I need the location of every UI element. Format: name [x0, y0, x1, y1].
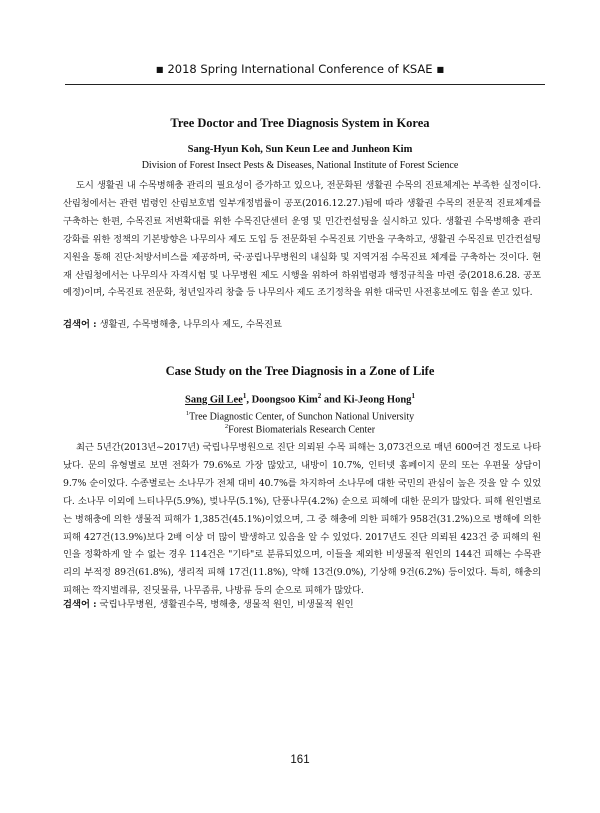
article1-keywords	[63, 318, 541, 332]
author-name: Ki-Jeong Hong	[343, 394, 412, 406]
article2-authors: Sang Gil Lee$^1$, Doongsoo Kim$^2$ and Ki-Jeong Hong$^1$	[185, 392, 415, 406]
affiliation-marker: 1	[411, 392, 415, 400]
conference-name: 2018 Spring International Conference of KSAE	[167, 62, 433, 76]
author-name: Sang Gil Lee	[185, 394, 243, 406]
article1-affiliation: Division of Forest Insect Pests & Diseases, National Institute of Forest Science	[141, 160, 459, 171]
square-bullet-icon: ■	[436, 65, 445, 74]
square-bullet-icon: ■	[155, 65, 164, 74]
affiliation-text: Tree Diagnostic Center, of Sunchon National University	[189, 411, 415, 423]
running-header	[0, 62, 600, 76]
author-name: Doongsoo Kim	[251, 394, 318, 406]
author-conjunction: and	[323, 394, 341, 406]
article2-keywords	[63, 598, 541, 612]
keywords-text: 국립나무병원, 생활권수목, 병해충, 생물적 원인, 비생물적 원인	[99, 599, 354, 610]
header-divider	[65, 84, 545, 85]
keywords-label: 검색어 :	[63, 599, 97, 610]
affiliation-marker: 1	[242, 392, 247, 400]
keywords-text: 생활권, 수목병해충, 나무의사 제도, 수목진료	[99, 319, 282, 330]
affiliation-text: Forest Biomaterials Research Center	[228, 424, 376, 436]
affiliation-marker: 2	[224, 423, 229, 430]
article2-affiliation-2	[60, 420, 540, 436]
page-number: 161	[290, 754, 310, 766]
article1-abstract: 도시 생활권 내 수목병해충 관리의 필요성이 증가하고 있으나, 전문화된 생활권 수목의 진료체계는 부족한 실정이다. 산림청에서는 관련 법령인 산림보호법 일부개정법률이 공포(2016.12.27.)됨에 따라 생활권 수목의 전문적 진료체계를 구축하는 한편, 수목진료 저변확대를 위한 수목진단센터 운영 및 민간컨설팅을 실시하고 있다. 생활권 수목병해충 관리 강화를 위한 정책의 기본방향은 나무의사 제도 도입 등 전문화된 수목진료 기반을 구축하고, 생활권 수목진료 민간컨설팅 지원을 통해 진단·처방서비스를 제공하며, 국·공립나무병원의 내실화 및 지역거점 수목진료 체계를 구축하는 것이다. 현재 산림청에서는 나무의사 자격시험 및 나무병원 제도 시행을 위하여 하위법령과 행정규칙을 마련 중(2018.6.28. 공포 예정)이며, 수목진료 전문화, 청년일자리 창출 등 나무의사 제도 조기정착을 위한 대국민 사전홍보에도 힘을 쏟고 있다.	[63, 180, 541, 299]
article1-authors: Sang-Hyun Koh, Sun Keun Lee and Junheon Kim	[187, 144, 413, 155]
article2-abstract: 최근 5년간(2013년~2017년) 국립나무병원으로 진단 의뢰된 수목 피해는 3,073건으로 매년 600여건 정도로 나타났다. 문의 유형별로 보면 전화가 79.6%로 가장 많았고, 내방이 10.7%, 인터넷 홈페이지 문의 또는 우편물 상담이 9.7% 순이었다. 수종별로는 소나무가 전체 대비 40.7%를 차지하여 소나무에 대한 국민의 관심이 높은 것을 알 수 있었다. 소나무 이외에 느티나무(5.9%), 벚나무(5.1%), 단풍나무(4.2%) 순으로 피해에 대한 문의가 많았다. 피해 원인별로는 병해충에 의한 생물적 피해가 1,385건(45.1%)이었으며, 그 중 해충에 의한 피해가 958건(31.2%)으로 병해에 의한 피해 427건(13.9%)보다 2배 이상 더 많이 발생하고 있음을 알 수 있었다. 2017년도 진단 의뢰된 423건 중 피해의 원인을 정확하게 알 수 없는 경우 114건은 "기타"로 분류되었으며, 이들을 제외한 비생물적 원인의 144건 피해는 수목관리의 부적정 89건(61.8%), 생리적 피해 17건(11.8%), 약해 13건(9.0%), 기상해 9건(6.2%) 등이었다. 특히, 해충의 피해는 깍지벌레류, 진딧물류, 나무좀류, 나방류 등의 순으로 피해가 많았다.	[63, 442, 541, 597]
affiliation-marker: 2	[317, 392, 322, 400]
affiliation-marker: 1	[185, 410, 190, 417]
article1-title: Tree Doctor and Tree Diagnosis System in Korea	[170, 116, 430, 130]
article2-title: Case Study on the Tree Diagnosis in a Zone of Life	[165, 364, 435, 378]
keywords-label: 검색어 :	[63, 319, 97, 330]
